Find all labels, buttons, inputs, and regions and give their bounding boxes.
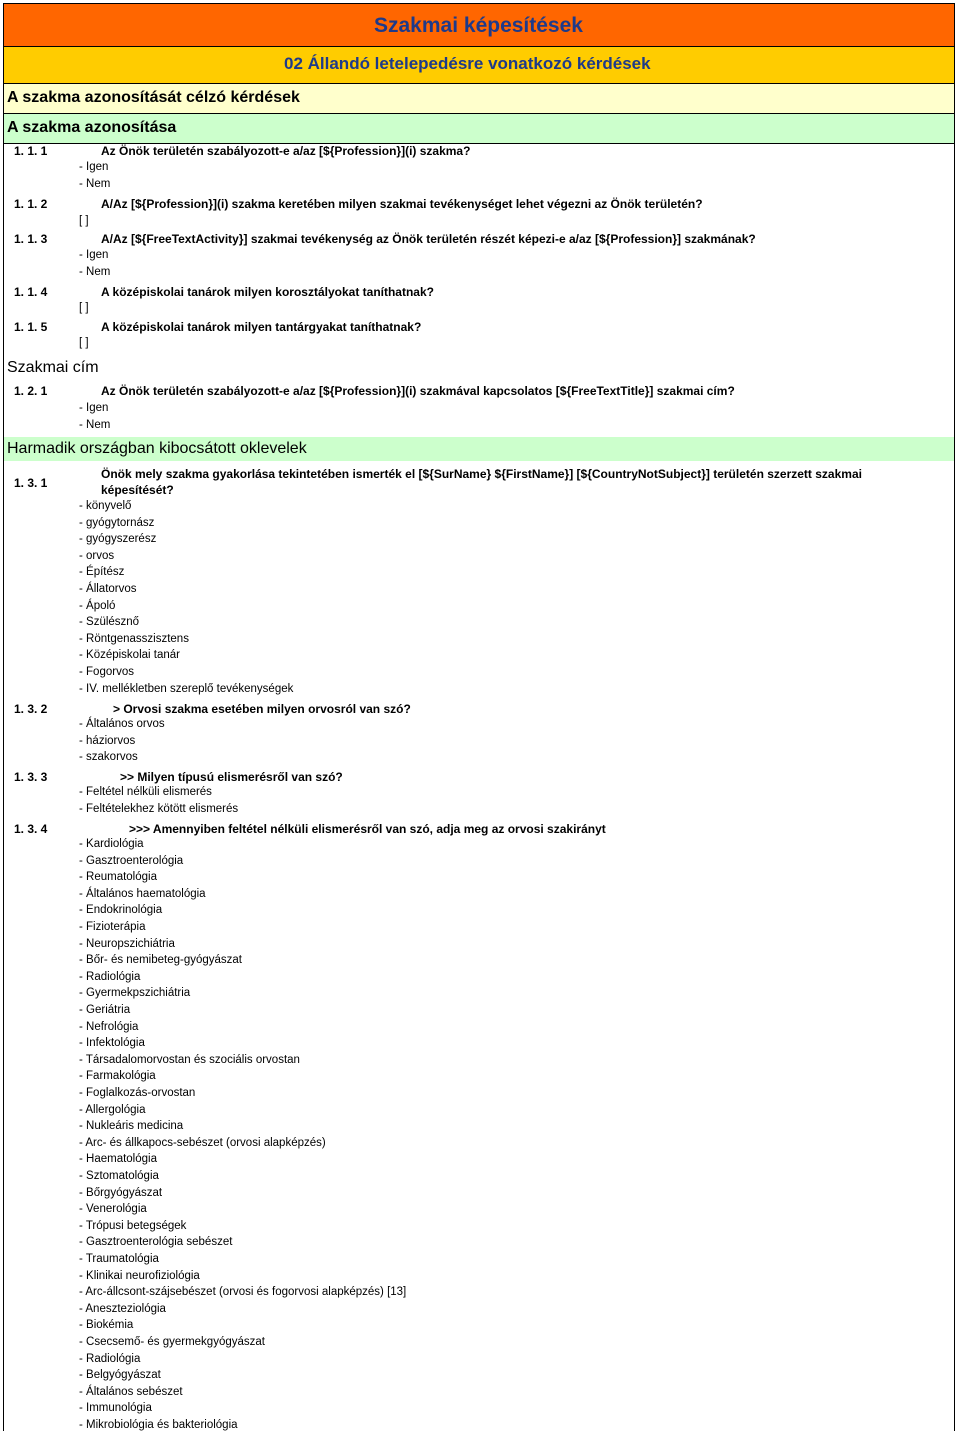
option-item[interactable]: - Általános sebészet [79, 1385, 183, 1398]
option-item[interactable]: - Csecsemő- és gyermekgyógyászat [79, 1336, 265, 1348]
option-no[interactable]: - Nem [79, 178, 111, 190]
answer-blank[interactable]: [ ] [79, 337, 89, 349]
option-item[interactable]: - Fogorvos [79, 666, 134, 678]
option-item[interactable]: - Mikrobiológia és bakteriológia [79, 1419, 238, 1431]
option-no[interactable]: - Nem [79, 419, 111, 431]
question-text: A/Az [${Profession}](i) szakma keretében milyen szakmai tevékenységet lehet végezni az Önök területén? [101, 197, 703, 211]
option-item[interactable]: - Kardiológia [79, 838, 144, 850]
section-title: A szakma azonosítását célzó kérdések [7, 89, 300, 106]
question-text: >>> Amennyiben feltétel nélküli elismerésről van szó, adja meg az orvosi szakirányt [129, 822, 606, 836]
option-item[interactable]: - Endokrinológia [79, 904, 163, 917]
question-number: 1. 2. 1 [14, 384, 48, 398]
option-item[interactable]: - Aneszteziológia [79, 1302, 166, 1315]
option-item[interactable]: - Farmakológia [79, 1070, 156, 1083]
option-yes[interactable]: - Igen [79, 161, 109, 173]
question-number: 1. 1. 5 [14, 320, 48, 334]
option-item[interactable]: - Biokémia [79, 1319, 134, 1332]
option-item[interactable]: - Gasztroenterológia [79, 854, 184, 867]
option-item[interactable]: - Infektológia [79, 1037, 145, 1050]
option-item[interactable]: - Foglalkozás-orvostan [79, 1087, 196, 1099]
subtitle-bar [4, 47, 954, 84]
question-number: 1. 3. 4 [14, 822, 48, 836]
section-header [4, 84, 954, 114]
option-item[interactable]: - orvos [79, 549, 115, 562]
page-title: Szakmai képesítések [374, 14, 583, 37]
option-item[interactable]: - Immunológia [79, 1402, 152, 1415]
section-title: Szakmai cím [7, 359, 99, 376]
option-yes[interactable]: - Igen [79, 249, 109, 261]
question-text: Az Önök területén szabályozott-e a/az [${Profession}](i) szakma? [101, 144, 471, 158]
option-no[interactable]: - Nem [79, 266, 111, 278]
option-item[interactable]: - IV. mellékletben szereplő tevékenységek [79, 682, 294, 695]
option-item[interactable]: - Társadalomorvostan és szociális orvostan [79, 1053, 300, 1066]
option-item[interactable]: - Klinikai neurofiziológia [79, 1269, 200, 1282]
option-item[interactable]: - Nukleáris medicina [79, 1120, 184, 1133]
document-page [3, 3, 955, 1431]
option-item[interactable]: - Gasztroenterológia sebészet [79, 1236, 233, 1249]
option-item[interactable]: - szakorvos [79, 751, 138, 764]
option-item[interactable]: - Feltétel nélküli elismerés [79, 786, 212, 798]
option-item[interactable]: - könyvelő [79, 500, 132, 512]
option-item[interactable]: - Haematológia [79, 1153, 157, 1166]
option-item[interactable]: - Radiológia [79, 970, 141, 983]
option-item[interactable]: - Arc-állcsont-szájsebészet (orvosi és fogorvosi alapképzés) [13] [79, 1286, 407, 1299]
option-item[interactable]: - Ápoló [79, 599, 116, 612]
option-item[interactable]: - Neuropszichiátria [79, 937, 175, 950]
page-subtitle: 02 Állandó letelepedésre vonatkozó kérdések [284, 54, 651, 73]
option-item[interactable]: - Trópusi betegségek [79, 1219, 187, 1232]
question-text: Az Önök területén szabályozott-e a/az [${Profession}](i) szakmával kapcsolatos [${FreeTextTitle}] szakmai cím? [101, 384, 735, 398]
option-item[interactable]: - Sztomatológia [79, 1170, 159, 1182]
section-header [4, 437, 954, 461]
option-item[interactable]: - Építész [79, 566, 125, 579]
option-item[interactable]: - Feltételekhez kötött elismerés [79, 802, 239, 815]
option-item[interactable]: - Fizioterápia [79, 921, 146, 933]
option-item[interactable]: - Reumatológia [79, 871, 157, 884]
option-item[interactable]: - Arc- és állkapocs-sebészet (orvosi alapképzés) [79, 1136, 326, 1149]
section-title: Harmadik országban kibocsátott oklevelek [7, 440, 307, 457]
option-item[interactable]: - Belgyógyászat [79, 1369, 161, 1382]
option-item[interactable]: - gyógyszerész [79, 533, 157, 546]
option-item[interactable]: - Bőrgyógyászat [79, 1186, 163, 1199]
option-item[interactable]: - Nefrológia [79, 1020, 139, 1033]
question-number: 1. 1. 3 [14, 232, 48, 246]
question-number: 1. 1. 4 [14, 285, 48, 299]
option-item[interactable]: - Általános orvos [79, 718, 165, 730]
answer-blank[interactable]: [ ] [79, 302, 89, 314]
option-item[interactable]: - Radiológia [79, 1352, 141, 1365]
option-item[interactable]: - Traumatológia [79, 1253, 159, 1265]
section-header [4, 114, 954, 144]
option-item[interactable]: - Állatorvos [79, 583, 137, 595]
option-item[interactable]: - gyógytornász [79, 516, 155, 529]
option-item[interactable]: - Röntgenasszisztens [79, 632, 189, 645]
question-text: A középiskolai tanárok milyen korosztályokat taníthatnak? [101, 285, 434, 299]
option-item[interactable]: - Szülésznő [79, 616, 140, 629]
question-text: Önök mely szakma gyakorlása tekintetében ismerték el [${SurName} ${FirstName}] [${CountryNotSubject}] területén szerzett szakmai képesítését? [101, 467, 862, 497]
option-item[interactable]: - Geriátria [79, 1004, 131, 1016]
question-number: 1. 3. 3 [14, 770, 48, 784]
question-number: 1. 3. 1 [14, 476, 48, 490]
option-item[interactable]: - Általános haematológia [79, 887, 206, 900]
title-bar [4, 4, 954, 47]
option-item[interactable]: - háziorvos [79, 734, 136, 747]
question-number: 1. 3. 2 [14, 702, 48, 716]
option-item[interactable]: - Bőr- és nemibeteg-gyógyászat [79, 954, 242, 967]
question-text: >> Milyen típusú elismerésről van szó? [120, 770, 343, 784]
option-item[interactable]: - Gyermekpszichiátria [79, 987, 191, 1000]
option-yes[interactable]: - Igen [79, 402, 109, 414]
question-number: 1. 1. 2 [14, 197, 48, 211]
answer-blank[interactable]: [ ] [79, 215, 89, 227]
question-number: 1. 1. 1 [14, 144, 48, 158]
question-text: A/Az [${FreeTextActivity}] szakmai tevékenység az Önök területén részét képezi-e a/az [${Profession}] szakmának? [101, 232, 756, 246]
question-text: A középiskolai tanárok milyen tantárgyakat taníthatnak? [101, 320, 422, 334]
option-item[interactable]: - Venerológia [79, 1203, 147, 1216]
option-item[interactable]: - Allergológia [79, 1103, 146, 1116]
option-item[interactable]: - Középiskolai tanár [79, 649, 180, 662]
section-title: A szakma azonosítása [7, 119, 177, 136]
question-text: > Orvosi szakma esetében milyen orvosról van szó? [113, 702, 411, 716]
